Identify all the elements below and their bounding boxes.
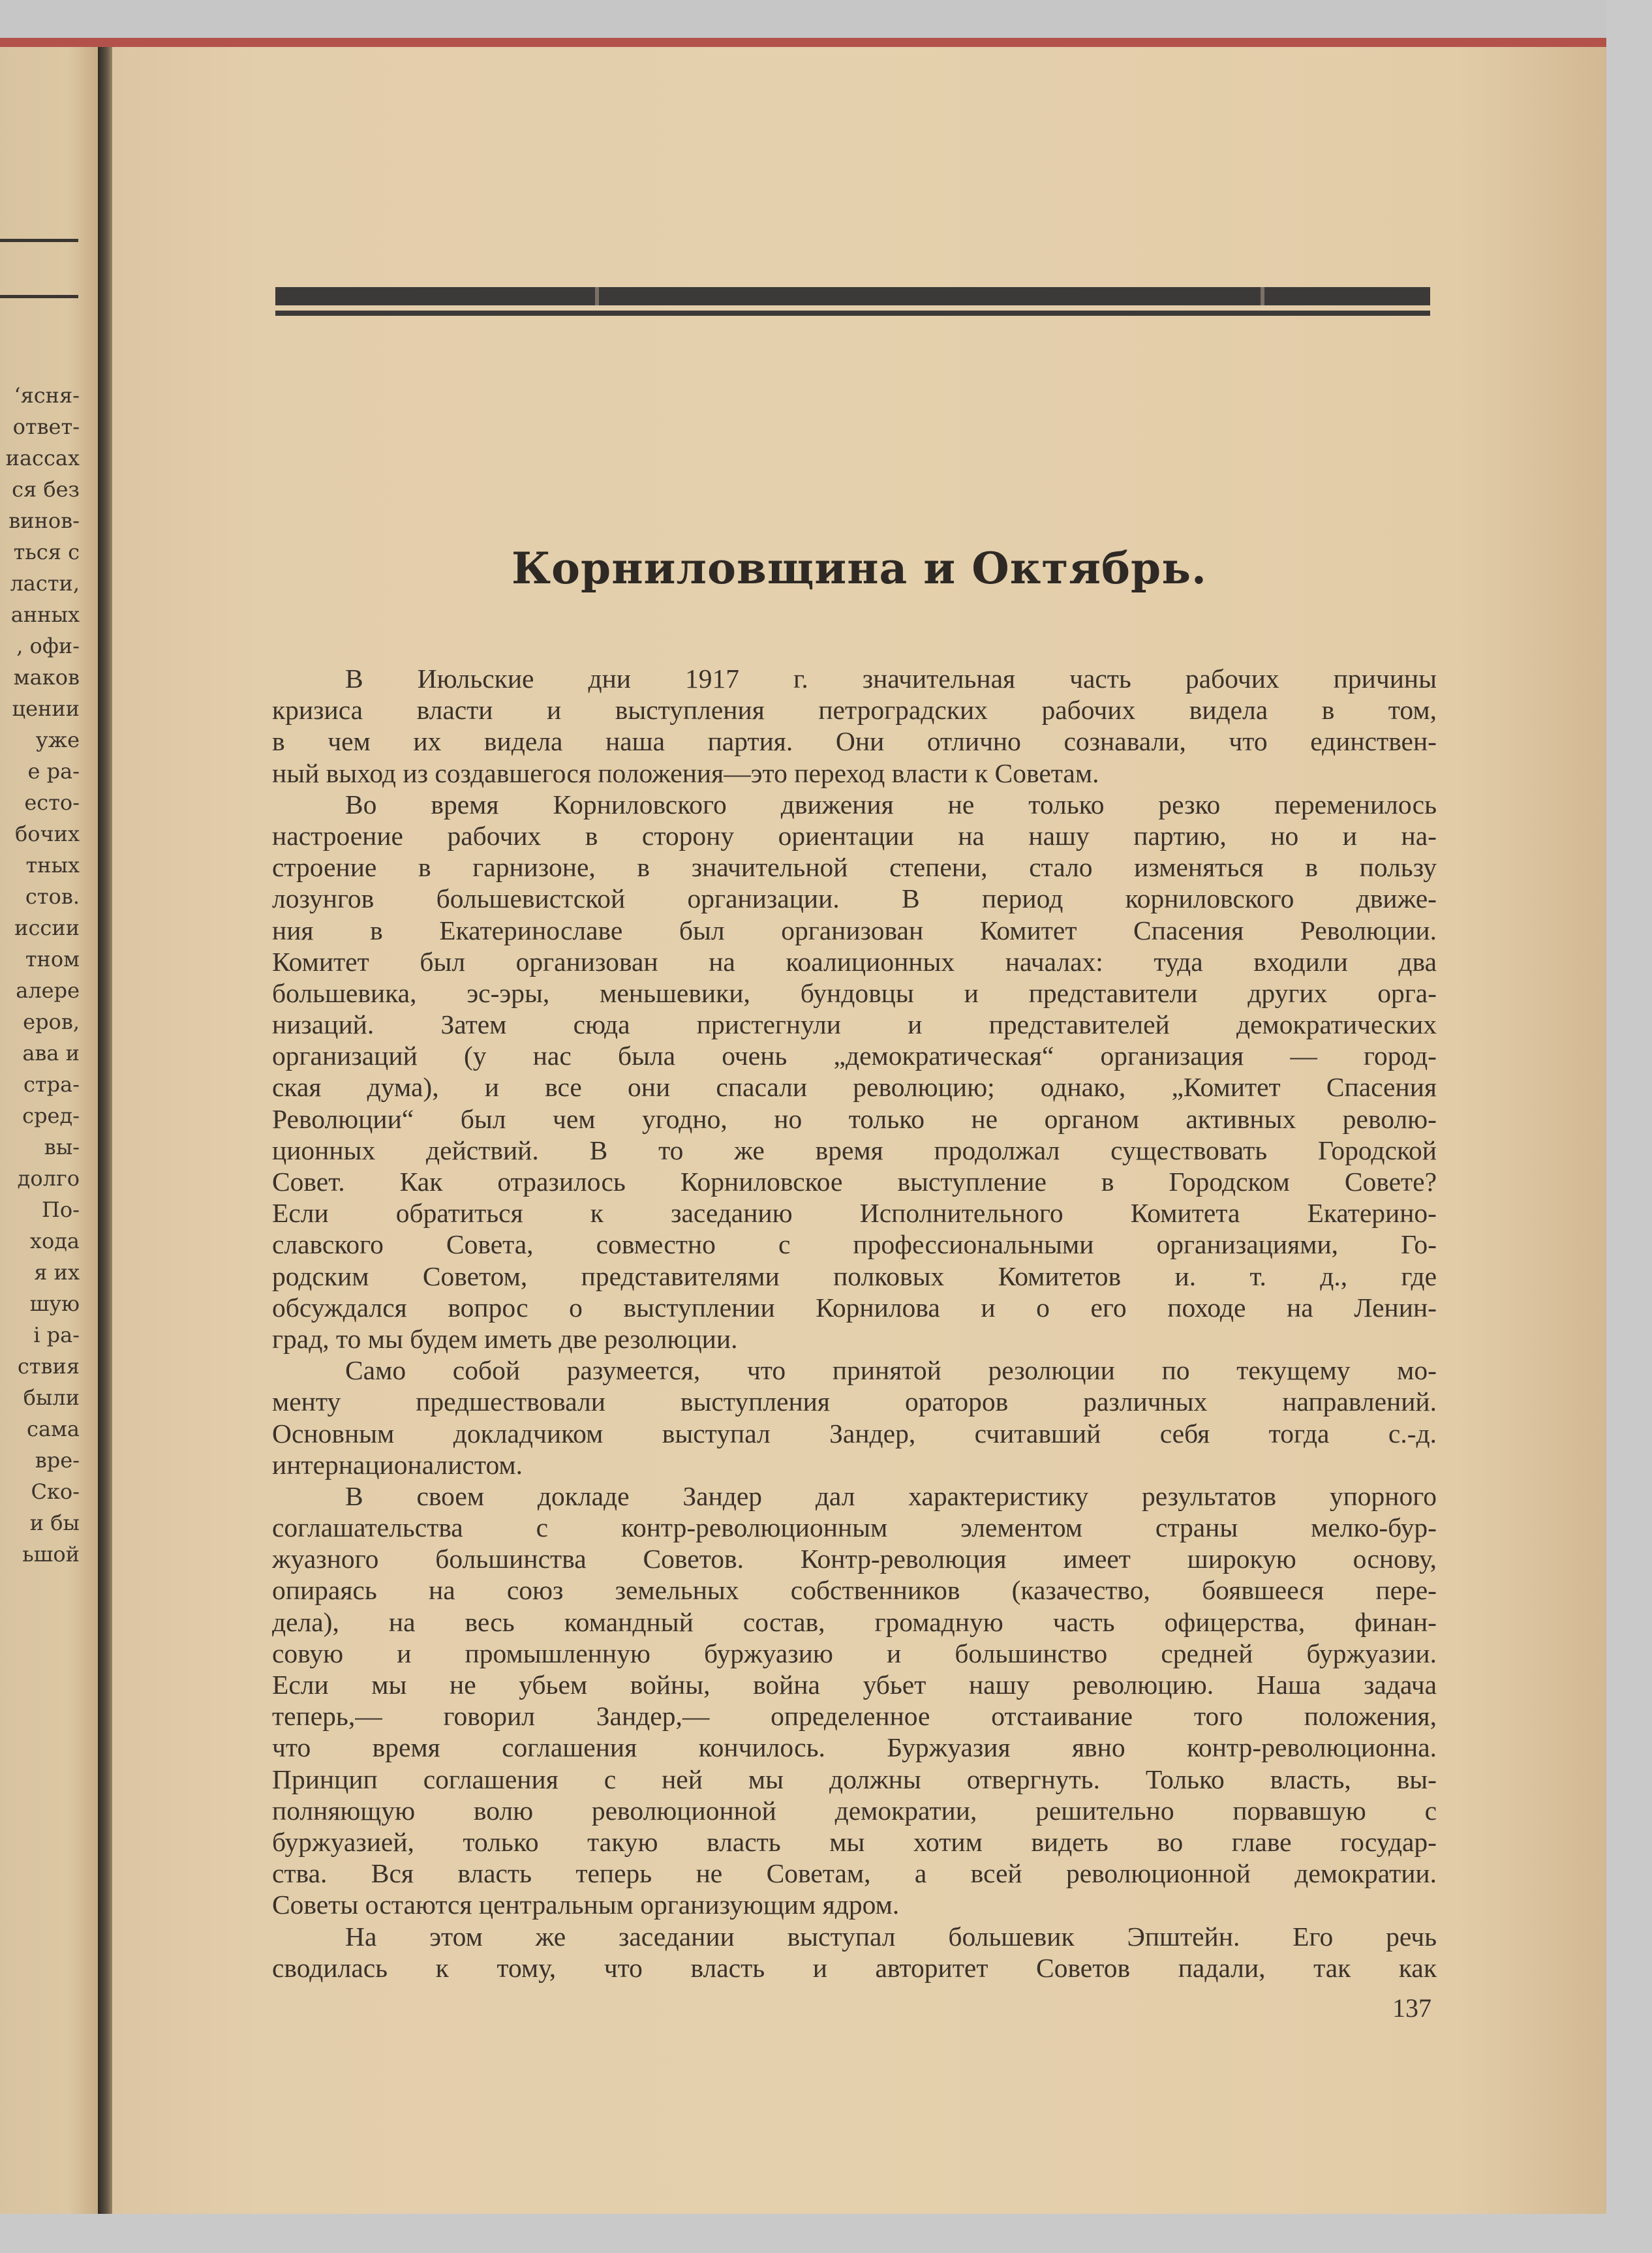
text-line: теперь,— говорил Зандер,— определенное отстаивание того положения, bbox=[272, 1701, 1437, 1732]
scan-bottom-margin bbox=[0, 2214, 1652, 2253]
text-line: Комитет был организован на коалиционных началах: туда входили два bbox=[272, 946, 1437, 977]
previous-page-line: ться с bbox=[13, 540, 80, 564]
previous-page-rule bbox=[0, 239, 78, 242]
previous-page-line: тных bbox=[25, 853, 80, 878]
text-line: низаций. Затем сюда пристегнули и представителей демократических bbox=[272, 1009, 1437, 1040]
text-line: ства. Вся власть теперь не Советам, а всей революционной демократии. bbox=[272, 1858, 1437, 1889]
previous-page-line: маков bbox=[13, 665, 80, 690]
previous-page-rule bbox=[0, 295, 78, 298]
previous-page-line: вы- bbox=[44, 1135, 80, 1159]
text-line: На этом же заседании выступал большевик Эпштейн. Его речь bbox=[345, 1921, 1437, 1952]
previous-page-line: ава и bbox=[22, 1041, 80, 1065]
previous-page-line: бочих bbox=[14, 821, 80, 846]
previous-page-line: и бы bbox=[29, 1510, 80, 1535]
text-line: лозунгов большевистской организации. В период корниловского движе- bbox=[272, 883, 1437, 914]
previous-page-line: і ра- bbox=[33, 1323, 80, 1347]
previous-page-line: ласти, bbox=[10, 571, 80, 596]
previous-page-line: анных bbox=[10, 602, 80, 627]
text-line: Если мы не убьем войны, война убьет нашу революцию. Наша задача bbox=[272, 1670, 1437, 1700]
text-line: Основным докладчиком выступал Зандер, считавший себя тогда с.-д. bbox=[272, 1418, 1437, 1448]
text-line: славского Совета, совместно с профессиональными организациями, Го- bbox=[272, 1229, 1437, 1260]
previous-page-line: хода bbox=[29, 1229, 80, 1253]
previous-page-fragment bbox=[0, 47, 98, 2214]
text-line: Если обратиться к заседанию Исполнительного Комитета Екатерино- bbox=[272, 1198, 1437, 1229]
scan-right-margin bbox=[1606, 0, 1652, 2253]
text-line: В Июльские дни 1917 г. значительная часть рабочих причины bbox=[345, 664, 1437, 694]
article-title: Корниловщина и Октябрь. bbox=[512, 543, 1207, 594]
header-ornament-rule bbox=[275, 311, 1430, 316]
text-line: строение в гарнизоне, в значительной степени, стало изменяться в пользу bbox=[272, 852, 1437, 883]
text-line: соглашательства с контр-революционным элементом страны мелко-бур- bbox=[272, 1512, 1437, 1543]
text-line: менту предшествовали выступления ораторов различных направлений. bbox=[272, 1387, 1437, 1417]
previous-page-line: я их bbox=[34, 1260, 80, 1285]
book-edge-red bbox=[0, 38, 1606, 47]
previous-page-line: цении bbox=[12, 696, 80, 721]
text-line: опираясь на союз земельных собственников (казачество, боявшееся пере- bbox=[272, 1575, 1437, 1606]
text-line: совую и промышленную буржуазию и большинство средней буржуазии. bbox=[272, 1638, 1437, 1668]
previous-page-line: иссии bbox=[14, 915, 80, 940]
previous-page-line: ʻясня- bbox=[14, 383, 80, 408]
previous-page-line: были bbox=[23, 1385, 80, 1410]
previous-page-line: , офи- bbox=[16, 634, 80, 658]
previous-page-line: ся без bbox=[12, 477, 80, 502]
text-line: В своем докладе Зандер дал характеристику результатов упорного bbox=[345, 1480, 1437, 1511]
previous-page-line: есто- bbox=[24, 790, 80, 815]
text-line: Советы остаются центральным организующим ядром. bbox=[272, 1890, 900, 1920]
text-line: ская дума), и все они спасали революцию; однако, „Комитет Спасения bbox=[272, 1072, 1437, 1103]
text-line: буржуазией, только такую власть мы хотим видеть во главе государ- bbox=[272, 1826, 1437, 1857]
text-line: настроение рабочих в сторону ориентации на нашу партию, но и на- bbox=[272, 820, 1437, 851]
header-ornament-bar bbox=[275, 287, 1430, 305]
previous-page-line: еров, bbox=[23, 1009, 80, 1034]
previous-page-line: По- bbox=[42, 1197, 80, 1222]
page-number: 137 bbox=[1392, 1993, 1431, 2023]
previous-page-line: иассах bbox=[5, 446, 80, 470]
previous-page-line: вре- bbox=[35, 1448, 80, 1473]
text-line: ционных действий. В то же время продолжал существовать Городской bbox=[272, 1135, 1437, 1165]
text-line: большевика, эс-эры, меньшевики, бундовцы и представители других орга- bbox=[272, 977, 1437, 1008]
previous-page-line: сред- bbox=[22, 1103, 80, 1128]
previous-page-line: шую bbox=[29, 1291, 80, 1316]
text-line: жуазного большинства Советов. Контр-революция имеет широкую основу, bbox=[272, 1544, 1437, 1574]
previous-page-line: ответ- bbox=[12, 414, 80, 439]
previous-page-line: тном bbox=[25, 947, 80, 972]
text-line: Совет. Как отразилось Корниловское выступление в Городском Совете? bbox=[272, 1167, 1437, 1197]
scan-top-margin bbox=[0, 0, 1652, 38]
previous-page-line: сама bbox=[27, 1417, 80, 1441]
previous-page-line: стов. bbox=[25, 884, 80, 909]
previous-page-line: стра- bbox=[23, 1072, 80, 1097]
text-line: град, то мы будем иметь две резолюции. bbox=[272, 1323, 738, 1354]
previous-page-text bbox=[1, 380, 80, 1570]
text-line: обсуждался вопрос о выступлении Корнилова и о его походе на Ленин- bbox=[272, 1292, 1437, 1323]
text-line: что время соглашения кончилось. Буржуазия явно контр-революционна. bbox=[272, 1732, 1437, 1763]
text-line: Революции“ был чем угодно, но только не органом активных револю- bbox=[272, 1103, 1437, 1134]
text-line: организаций (у нас была очень „демократическая“ организация — город- bbox=[272, 1041, 1437, 1071]
text-line: ния в Екатеринославе был организован Комитет Спасения Революции. bbox=[272, 915, 1437, 945]
previous-page-line: ьшой bbox=[22, 1542, 80, 1567]
previous-page-line: винов- bbox=[8, 508, 80, 533]
text-line: Принцип соглашения с ней мы должны отвергнуть. Только власть, вы- bbox=[272, 1764, 1437, 1794]
text-line: полняющую волю революционной демократии, решительно порвавшую с bbox=[272, 1795, 1437, 1826]
previous-page-line: Ско- bbox=[31, 1479, 80, 1504]
text-line: кризиса власти и выступления петроградских рабочих видела в том, bbox=[272, 695, 1437, 726]
text-line: интернационалистом. bbox=[272, 1449, 523, 1480]
text-line: родским Советом, представителями полковых Комитетов и. т. д., где bbox=[272, 1261, 1437, 1291]
previous-page-line: долго bbox=[17, 1166, 80, 1191]
text-line: дела), на весь командный состав, громадную часть офицерства, финан- bbox=[272, 1606, 1437, 1637]
text-line: Само собой разумеется, что принятой резолюции по текущему мо- bbox=[345, 1355, 1437, 1386]
previous-page-line: уже bbox=[35, 728, 80, 752]
article-body bbox=[272, 663, 1437, 1984]
book-page bbox=[112, 47, 1606, 2214]
book-gutter bbox=[98, 47, 112, 2214]
previous-page-line: алере bbox=[16, 978, 80, 1003]
text-line: ный выход из создавшегося положения—это переход власти к Советам. bbox=[272, 758, 1099, 788]
text-line: сводилась к тому, что власть и авторитет Советов падали, так как bbox=[272, 1952, 1437, 1983]
previous-page-line: е ра- bbox=[27, 759, 80, 784]
text-line: в чем их видела наша партия. Они отлично сознавали, что единствен- bbox=[272, 726, 1437, 757]
previous-page-line: ствия bbox=[17, 1354, 80, 1379]
text-line: Во время Корниловского движения не только резко переменилось bbox=[345, 789, 1437, 820]
